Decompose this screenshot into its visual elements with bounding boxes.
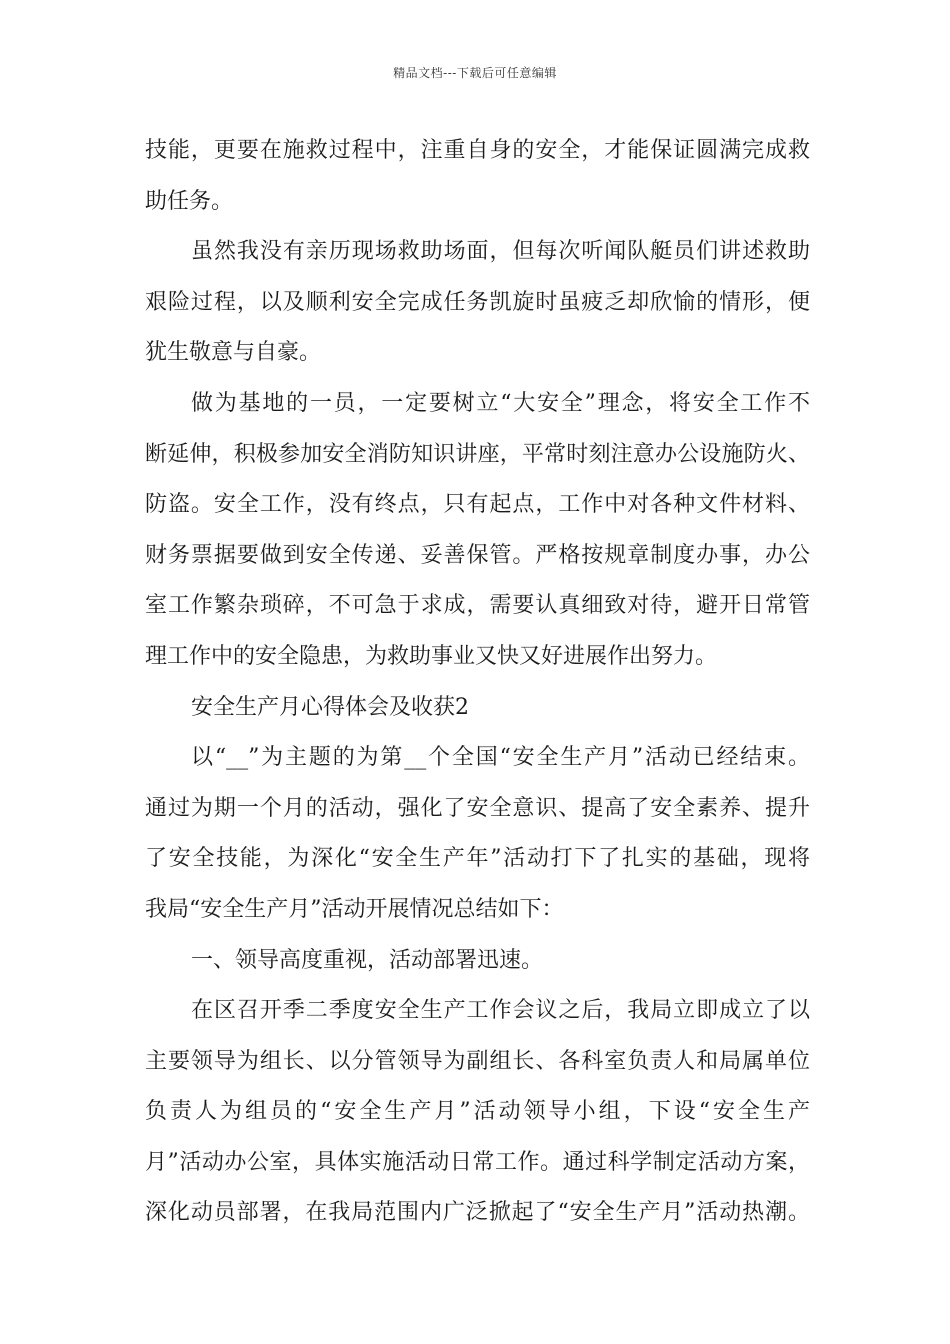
text-line: 做为基地的一员，一定要树立“大安全”理念，将安全工作不 bbox=[191, 390, 810, 416]
text-line: 助任务。 bbox=[145, 188, 234, 214]
text-line: 在区召开季二季度安全生产工作会议之后，我局立即成立了以 bbox=[191, 998, 810, 1024]
text-line: 犹生敬意与自豪。 bbox=[145, 340, 322, 366]
text-line: 负责人为组员的“安全生产月”活动领导小组，下设“安全生产 bbox=[145, 1099, 810, 1125]
text-line: 通过为期一个月的活动，强化了安全意识、提高了安全素养、提升 bbox=[145, 795, 810, 821]
text-line: 了安全技能，为深化“安全生产年”活动打下了扎实的基础，现将 bbox=[145, 846, 810, 872]
text-line: 理工作中的安全隐患，为救助事业又快又好进展作出努力。 bbox=[145, 643, 718, 669]
section-heading: 一、领导高度重视，活动部署迅速。 bbox=[191, 947, 544, 973]
text-line: 月”活动办公室，具体实施活动日常工作。通过科学制定活动方案， bbox=[145, 1149, 810, 1175]
text-line: 防盗。安全工作，没有终点，只有起点，工作中对各种文件材料、 bbox=[145, 492, 810, 518]
text-line: 技能，更要在施救过程中，注重自身的安全，才能保证圆满完成救 bbox=[145, 138, 810, 163]
text-line: 我局“安全生产月”活动开展情况总结如下： bbox=[145, 896, 564, 922]
text-line: 以“__”为主题的为第__个全国“安全生产月”活动已经结束。 bbox=[191, 745, 810, 771]
text-line: 深化动员部署，在我局范围内广泛掀起了“安全生产月”活动热潮。 bbox=[145, 1200, 810, 1226]
text-line: 虽然我没有亲历现场救助场面，但每次听闻队艇员们讲述救助 bbox=[191, 239, 810, 265]
page-header: 精品文档---下载后可任意编辑 bbox=[393, 66, 557, 80]
text-line: 艰险过程，以及顺利安全完成任务凯旋时虽疲乏却欣愉的情形，便 bbox=[145, 289, 810, 315]
text-line: 室工作繁杂琐碎，不可急于求成，需要认真细致对待，避开日常管 bbox=[145, 593, 810, 619]
text-line: 主要领导为组长、以分管领导为副组长、各科室负责人和局属单位 bbox=[145, 1048, 810, 1074]
text-line: 断延伸，积极参加安全消防知识讲座，平常时刻注意办公设施防火、 bbox=[145, 441, 810, 467]
section-title: 安全生产月心得体会及收获2 bbox=[191, 694, 469, 720]
document-body bbox=[145, 126, 810, 1239]
text-line: 财务票据要做到安全传递、妥善保管。严格按规章制度办事，办公 bbox=[145, 542, 810, 568]
